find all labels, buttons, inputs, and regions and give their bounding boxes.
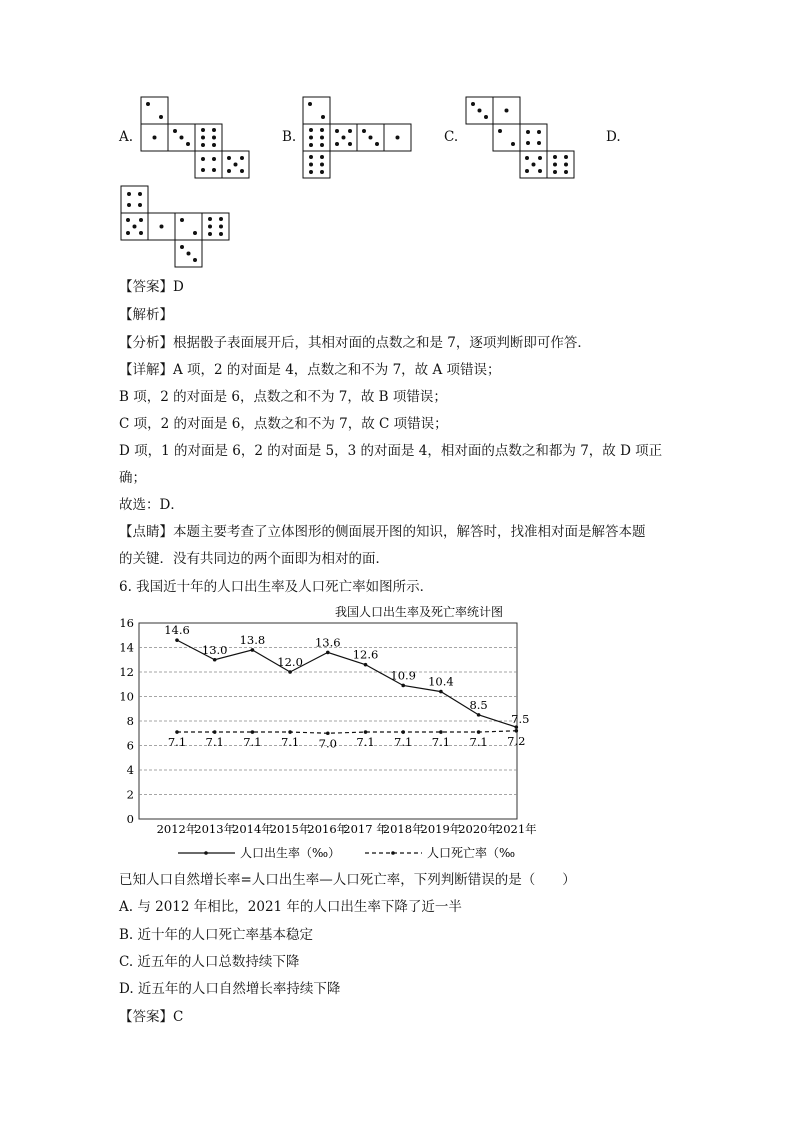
death-rate-label-1: 7.1 <box>205 735 224 750</box>
option-c-label: C. <box>444 129 459 145</box>
birth-rate-point-8 <box>477 713 481 717</box>
q6-option-d: D. 近五年的人口自然增长率持续下降 <box>119 981 341 997</box>
death-rate-point-4 <box>326 731 330 735</box>
legend-birth-label: 人口出生率（‰） <box>240 846 341 860</box>
y-tick-label: 12 <box>119 665 134 679</box>
birth-rate-label-8: 8.5 <box>469 697 488 712</box>
death-rate-point-8 <box>477 730 481 734</box>
death-rate-label-7: 7.1 <box>431 735 451 750</box>
y-tick-label: 0 <box>126 812 134 826</box>
birth-rate-point-7 <box>439 690 443 694</box>
legend-death-label: 人口死亡率（‰ <box>427 846 516 860</box>
dice-nets-figure <box>0 0 794 280</box>
death-rate-label-5: 7.1 <box>356 735 375 750</box>
fenxi-tag: 【分析】 <box>119 335 173 351</box>
y-tick-label: 2 <box>126 787 134 802</box>
birth-rate-label-4: 13.6 <box>314 635 341 650</box>
x-tick-label: 2014年 <box>232 822 273 836</box>
dice-net-d <box>121 186 229 267</box>
option-b-label: B. <box>282 129 297 145</box>
chart-title: 我国人口出生率及死亡率统计图 <box>334 605 504 619</box>
death-rate-label-2: 7.1 <box>243 735 262 750</box>
answer-value: D <box>173 279 184 295</box>
birth-rate-point-3 <box>288 670 292 674</box>
birth-rate-label-2: 13.8 <box>239 632 266 647</box>
answer-tag: 【答案】 <box>119 1009 173 1025</box>
death-rate-point-5 <box>364 730 368 734</box>
death-rate-point-0 <box>175 730 179 734</box>
q6-option-c: C. 近五年的人口总数持续下降 <box>119 954 300 970</box>
q5-answer-line <box>119 277 184 297</box>
q6-option-a: A. 与 2012 年相比，2021 年的人口出生率下降了近一半 <box>119 899 462 915</box>
answer-value: C <box>173 1009 184 1025</box>
legend-birth-marker <box>204 851 208 855</box>
y-tick-label: 6 <box>126 738 134 753</box>
x-tick-label: 2012年 <box>156 822 198 836</box>
xiangjie-a: A 项，2 的对面是 4，点数之和不为 7，故 A 项错误； <box>173 362 501 378</box>
x-axis-ticks <box>157 822 538 836</box>
q6-option-b: B. 近十年的人口死亡率基本稳定 <box>119 927 314 943</box>
death-rate-point-1 <box>213 730 217 734</box>
q5-line-d2: 确； <box>119 470 146 486</box>
x-tick-label: 2019年 <box>420 822 462 836</box>
q5-line-d1: D 项，1 的对面是 6，2 的对面是 5，3 的对面是 4，相对面的点数之和都为 7，故 D 项正 <box>119 443 663 459</box>
x-tick-label: 2018年 <box>382 822 424 836</box>
death-rate-label-0: 7.1 <box>167 735 187 750</box>
dice-net-a <box>141 97 249 178</box>
birth-rate-point-6 <box>401 684 405 688</box>
y-axis-ticks <box>119 616 134 826</box>
dianjing-tag: 【点睛】 <box>119 524 173 540</box>
q5-line-c: C 项，2 的对面是 6，点数之和不为 7，故 C 项错误； <box>119 416 448 432</box>
birth-rate-label-5: 12.6 <box>352 647 379 662</box>
x-tick-label: 2021年 <box>495 822 537 836</box>
death-rate-label-6: 7.1 <box>394 735 413 750</box>
death-rate-point-9 <box>515 729 519 733</box>
q6-question: 已知人口自然增长率=人口出生率—人口死亡率，下列判断错误的是（ ） <box>119 872 576 888</box>
birth-rate-point-0 <box>175 638 179 642</box>
death-rate-point-7 <box>439 730 443 734</box>
legend-death-marker <box>391 851 395 855</box>
option-a-label: A. <box>119 129 134 145</box>
q5-dianjing-line <box>119 522 646 542</box>
x-tick-label: 2015年 <box>269 822 311 836</box>
birth-rate-label-6: 10.9 <box>390 668 417 683</box>
death-rate-label-4: 7.0 <box>318 736 337 751</box>
q6-answer-line <box>119 1007 183 1027</box>
y-tick-label: 14 <box>119 640 134 655</box>
death-rate-label-3: 7.1 <box>280 735 300 750</box>
death-rate-label-8: 7.1 <box>469 735 488 750</box>
birth-rate-point-5 <box>364 663 368 667</box>
birth-rate-label-9: 7.5 <box>511 712 530 727</box>
q6-stem: 6. 我国近十年的人口出生率及人口死亡率如图所示． <box>119 579 434 595</box>
y-tick-label: 16 <box>119 616 134 630</box>
birth-rate-label-3: 12.0 <box>277 655 303 669</box>
analysis-tag: 【解析】 <box>119 307 173 323</box>
dianjing-text-1: 本题主要考查了立体图形的侧面展开图的知识，解答时，找准相对面是解答本题 <box>173 524 646 540</box>
birth-rate-point-1 <box>213 658 217 662</box>
x-tick-label: 2017 年 <box>343 822 388 836</box>
answer-tag: 【答案】 <box>119 279 173 295</box>
birth-rate-point-4 <box>326 651 330 655</box>
option-d-label: D. <box>606 129 621 145</box>
q5-choose: 故选：D． <box>119 497 184 513</box>
q5-line-b: B 项，2 的对面是 6，点数之和不为 7，故 B 项错误； <box>119 389 447 405</box>
birth-rate-label-7: 10.4 <box>428 674 454 689</box>
death-rate-point-2 <box>251 730 255 734</box>
birth-rate-label-0: 14.6 <box>164 623 190 638</box>
death-rate-point-3 <box>288 730 292 734</box>
xiangjie-tag: 【详解】 <box>119 362 173 378</box>
x-tick-label: 2013年 <box>194 822 236 836</box>
death-rate-label-9: 7.2 <box>507 733 526 748</box>
y-tick-label: 4 <box>126 763 134 777</box>
dice-net-c <box>466 97 574 178</box>
q5-xiangjie-line <box>119 360 501 380</box>
fenxi-text: 根据骰子表面展开后，其相对面的点数之和是 7，逐项判断即可作答． <box>173 335 591 351</box>
legend <box>178 845 515 860</box>
y-tick-label: 10 <box>119 689 134 704</box>
q5-dianjing-2: 的关键．没有共同边的两个面即为相对的面． <box>119 551 389 567</box>
birth-rate-label-1: 13.0 <box>201 642 228 657</box>
q5-analysis-tag <box>119 305 173 325</box>
dice-net-b <box>303 97 411 178</box>
x-tick-label: 2016年 <box>307 822 349 836</box>
line-chart <box>110 598 560 868</box>
x-tick-label: 2020年 <box>458 822 499 836</box>
q5-fenxi-line <box>119 333 591 353</box>
y-tick-label: 8 <box>126 714 134 728</box>
death-rate-point-6 <box>401 730 405 734</box>
birth-rate-point-2 <box>251 648 255 652</box>
